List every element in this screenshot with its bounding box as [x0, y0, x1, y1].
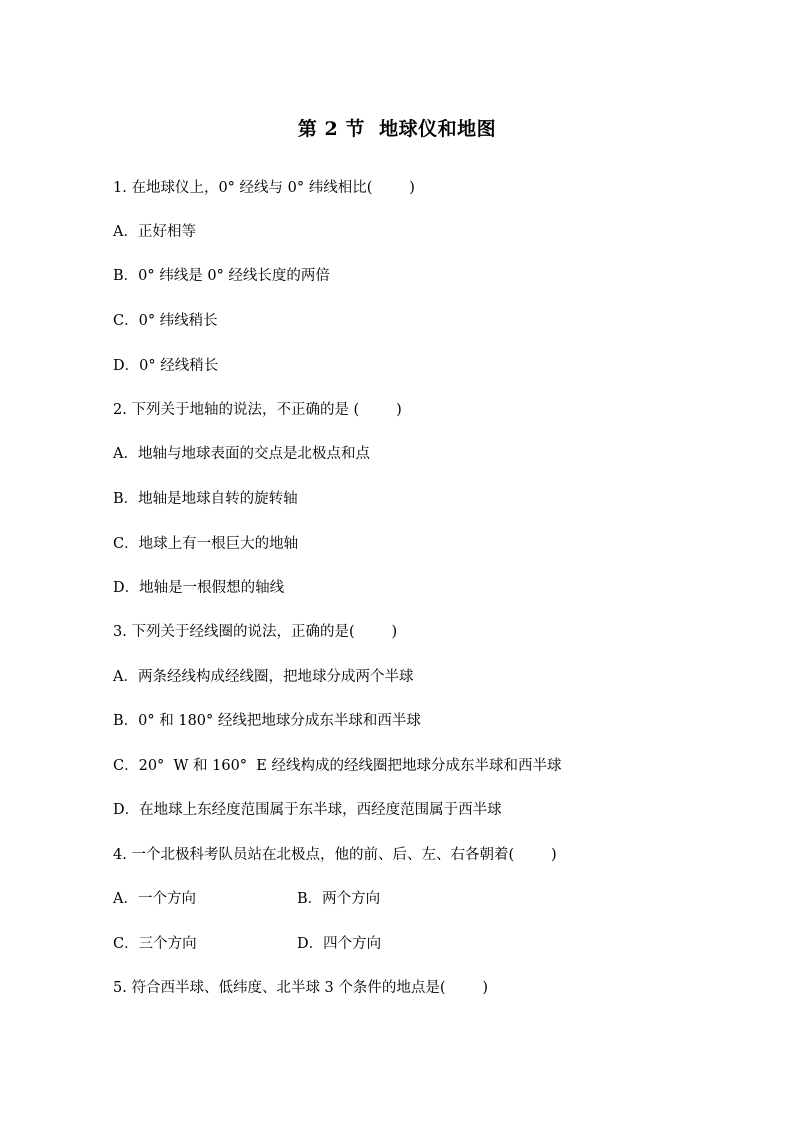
question-1-option-d: D．0° 经线稍长	[113, 358, 219, 374]
page-title: 第 2 节 地球仪和地图	[297, 118, 497, 140]
question-5-stem: 5. 符合西半球、低纬度、北半球 3 个条件的地点是( )	[113, 980, 489, 996]
question-2-option-b: B．地轴是地球自转的旋转轴	[113, 491, 298, 507]
question-2-option-d: D．地轴是一根假想的轴线	[113, 580, 285, 596]
question-4-option-d: D．四个方向	[297, 936, 382, 952]
question-2-option-c: C．地球上有一根巨大的地轴	[113, 536, 299, 552]
question-4-stem: 4. 一个北极科考队员站在北极点，他的前、后、左、右各朝着( )	[113, 847, 557, 863]
question-1-stem: 1. 在地球仪上，0° 经线与 0° 纬线相比( )	[113, 180, 415, 196]
question-3-stem: 3. 下列关于经线圈的说法，正确的是( )	[113, 624, 398, 640]
question-4-option-a: A．一个方向	[113, 891, 196, 907]
question-4-option-b: B．两个方向	[297, 891, 381, 907]
question-1-option-a: A．正好相等	[113, 224, 196, 240]
question-3-option-d: D．在地球上东经度范围属于东半球，西经度范围属于西半球	[113, 802, 502, 818]
question-1-option-c: C．0° 纬线稍长	[113, 313, 218, 329]
question-4-option-c: C．三个方向	[113, 936, 197, 952]
question-3-option-b: B．0° 和 180° 经线把地球分成东半球和西半球	[113, 713, 421, 729]
question-2-stem: 2. 下列关于地轴的说法，不正确的是 ( )	[113, 402, 402, 418]
question-3-option-c: C．20° W 和 160° E 经线构成的经线圈把地球分成东半球和西半球	[113, 758, 562, 774]
question-2-option-a: A．地轴与地球表面的交点是北极点和点	[113, 446, 370, 462]
question-1-option-b: B．0° 纬线是 0° 经线长度的两倍	[113, 268, 330, 284]
question-3-option-a: A．两条经线构成经线圈，把地球分成两个半球	[113, 669, 414, 685]
